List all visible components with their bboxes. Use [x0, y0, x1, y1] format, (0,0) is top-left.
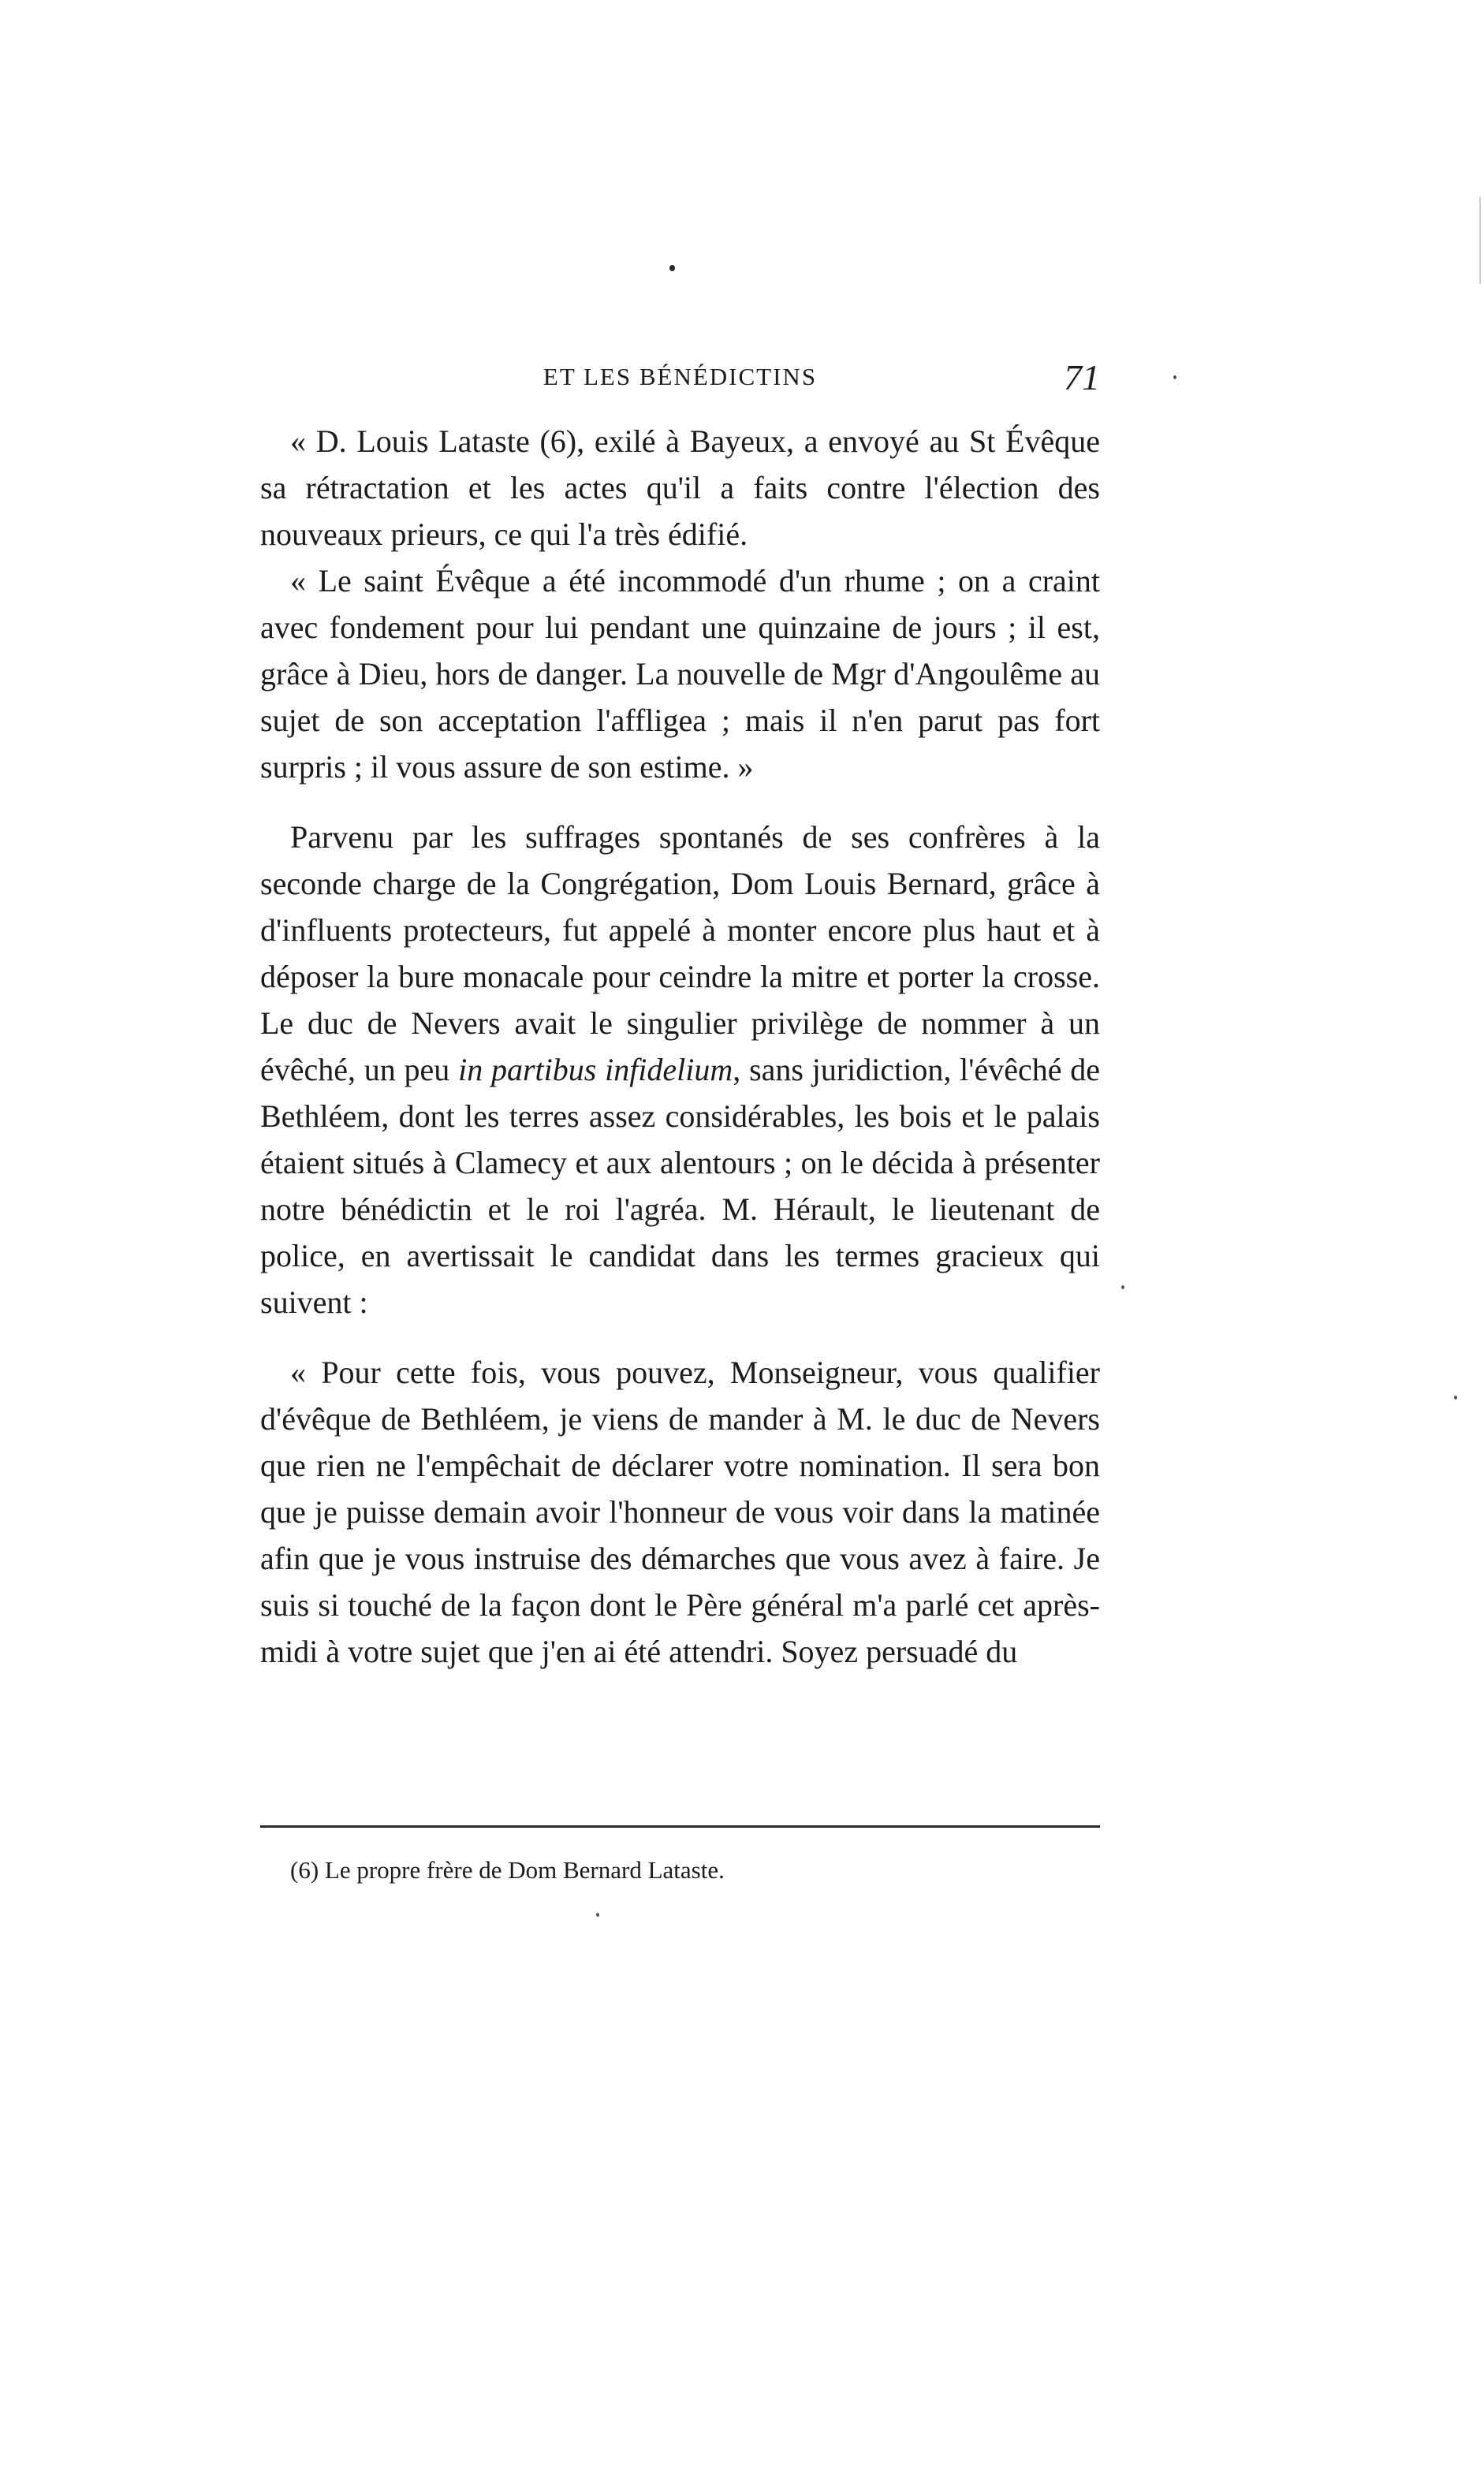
paragraph-3-text-a: Parvenu par les suffrages spontanés de ses confrères à la seconde charge de la Congrégation, Dom Louis Bernard, grâce à d'influents protecteurs, fut appelé à monter encore plus haut et à déposer la bure monacale pour ceindre la mitre et porter la crosse. Le duc de Nevers avait le singulier privilège de nommer à un évêché, un peu — [260, 819, 1100, 1087]
footnote: (6) Le propre frère de Dom Bernard Lataste. — [290, 1856, 725, 1884]
footnote-rule — [260, 1825, 1100, 1828]
page-number: 71 — [1064, 357, 1100, 397]
scan-speck — [1173, 375, 1176, 379]
paragraph-2: « Le saint Évêque a été incommodé d'un rhume ; on a craint avec fondement pour lui pendant une quinzaine de jours ; il est, grâce à Dieu, hors de danger. La nouvelle de Mgr d'Angoulême au sujet de son acceptation l'affligea ; mais il n'en parut pas fort surpris ; il vous assure de son estime. » — [260, 563, 1100, 785]
scan-speck — [1121, 1285, 1124, 1289]
scan-speck — [596, 1913, 599, 1917]
paragraph-1: « D. Louis Lataste (6), exilé à Bayeux, a envoyé au St Évêque sa rétractation et les actes qu'il a faits contre l'élection des nouveaux prieurs, ce qui l'a très édifié. — [260, 423, 1100, 552]
paragraph-3 — [260, 814, 1100, 1325]
paragraph-3-text-b: , sans juridiction, l'évêché de Bethléem, dont les terres assez considérables, les bois et le palais étaient situés à Clamecy et aux alentours ; on le décida à présenter notre bénédictin et le roi l'agréa. M. Hérault, le lieutenant de police, en avertissait le candidat dans les termes gracieux qui suivent : — [260, 1052, 1100, 1320]
paragraph-3-italic: in partibus infidelium — [458, 1052, 733, 1087]
ink-mark — [669, 265, 675, 271]
paragraph-4: « Pour cette fois, vous pouvez, Monseigneur, vous qualifier d'évêque de Bethléem, je viens de mander à M. le duc de Nevers que rien ne l'empêchait de déclarer votre nomination. Il sera bon que je puisse demain avoir l'honneur de vous voir dans la matinée afin que je vous instruise des démarches que vous avez à faire. Je suis si touché de la façon dont le Père général m'a parlé cet après-midi à votre sujet que j'en ai été attendri. Soyez persuadé du — [260, 1355, 1100, 1669]
body-text — [260, 418, 1100, 1675]
running-title: ET LES BÉNÉDICTINS — [543, 363, 818, 390]
scan-edge-line — [1479, 197, 1481, 284]
scan-speck — [1454, 1396, 1457, 1400]
running-head — [260, 356, 1100, 404]
